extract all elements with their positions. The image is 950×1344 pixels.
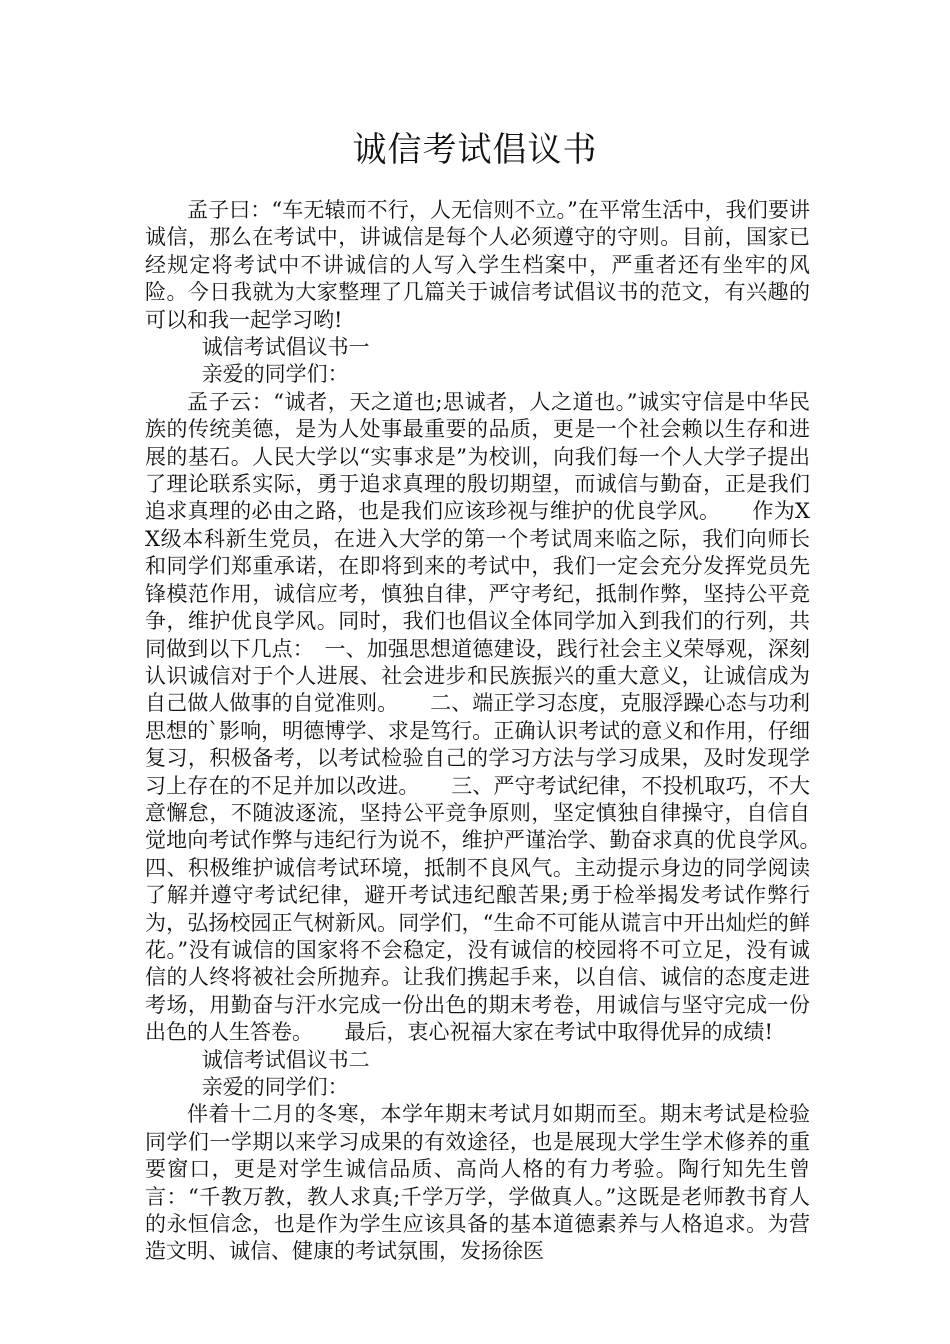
section-2-salutation: 亲爱的同学们： xyxy=(201,1075,349,1099)
section-2-heading: 诚信考试倡议书二 xyxy=(201,1047,370,1072)
section-1-body: 孟子云：“诚者，天之道也;思诚者，人之道也。”诚实守信是中华民族的传统美德，是为人处事最重要的品质，更是一个社会赖以生存和进展的基石。人民大学以“实事求是”为校训，向我们每一个人大学子提出了理论联系实际，勇于追求真理的殷切期望，而诚信与勤奋，正是我们追求真理的必由之路，也是我们应该珍视与维护的优良学风。 作为XX级本科新生党员，在进入大学的第一个考试周来临之际，我们向师长和同学们郑重承诺，在即将到来的考试中，我们一定会充分发挥党员先锋模范作用，诚信应考，慎独自律，严守考纪，抵制作弊，坚持公平竞争，维护优良学风。同时，我们也倡议全体同学加入到我们的行列，共同做到以下几点： 一、加强思想道德建设，践行社会主义荣辱观，深刻认识诚信对于个人进展、社会进步和民族振兴的重大意义，让诚信成为自己做人做事的自觉准则。 二、端正学习态度，克服浮躁心态与功利思想的`影响，明德博学、求是笃行。正确认识考试的意义和作用，仔细复习，积极备考，以考试检验自己的学习方法与学习成果，及时发现学习上存在的不足并加以改进。 三、严守考试纪律，不投机取巧，不大意懈怠，不随波逐流，坚持公平竞争原则，坚定慎独自律操守，自信自觉地向考试作弊与违纪行为说不，维护严谨治学、勤奋求真的优良学风。 四、积极维护诚信考试环境，抵制不良风气。主动提示身边的同学阅读了解并遵守考试纪律，避开考试违纪酿苦果;勇于检举揭发考试作弊行为，弘扬校园正气树新风。同学们，“生命不可能从谎言中开出灿烂的鲜花。”没有诚信的国家将不会稳定，没有诚信的校园将不可立足，没有诚信的人终将被社会所抛弃。让我们携起手来，以自信、诚信的态度走进考场，用勤奋与汗水完成一份出色的期末考卷，用诚信与坚守完成一份出色的人生答卷。 最后，衷心祝福大家在考试中取得优异的成绩! xyxy=(145,389,852,1045)
section-1-heading: 诚信考试倡议书一 xyxy=(201,335,370,360)
section-2-body: 伴着十二月的冬寒，本学年期末考试月如期而至。期末考试是检验同学们一学期以来学习成果的有效途径，也是展现大学生学术修养的重要窗口，更是对学生诚信品质、高尚人格的有力考验。陶行知先生曾言：“千教万教，教人求真;千学万学，学做真人。”这既是老师教书育人的永恒信念，也是作为学生应该具备的基本道德素养与人格追求。为营造文明、诚信、健康的考试氛围，发扬徐医 xyxy=(145,1102,810,1264)
document-title: 诚信考试倡议书 xyxy=(352,130,598,170)
intro-paragraph: 孟子曰：“车无辕而不行，人无信则不立。”在平常生活中，我们要讲诚信，那么在考试中，讲诚信是每个人必须遵守的守则。目前，国家已经规定将考试中不讲诚信的人写入学生档案中，严重者还有坐牢的风险。今日我就为大家整理了几篇关于诚信考试倡议书的范文，有兴趣的可以和我一起学习哟! xyxy=(145,198,810,332)
document-body xyxy=(145,197,852,1266)
section-1-salutation: 亲爱的同学们： xyxy=(201,362,349,387)
